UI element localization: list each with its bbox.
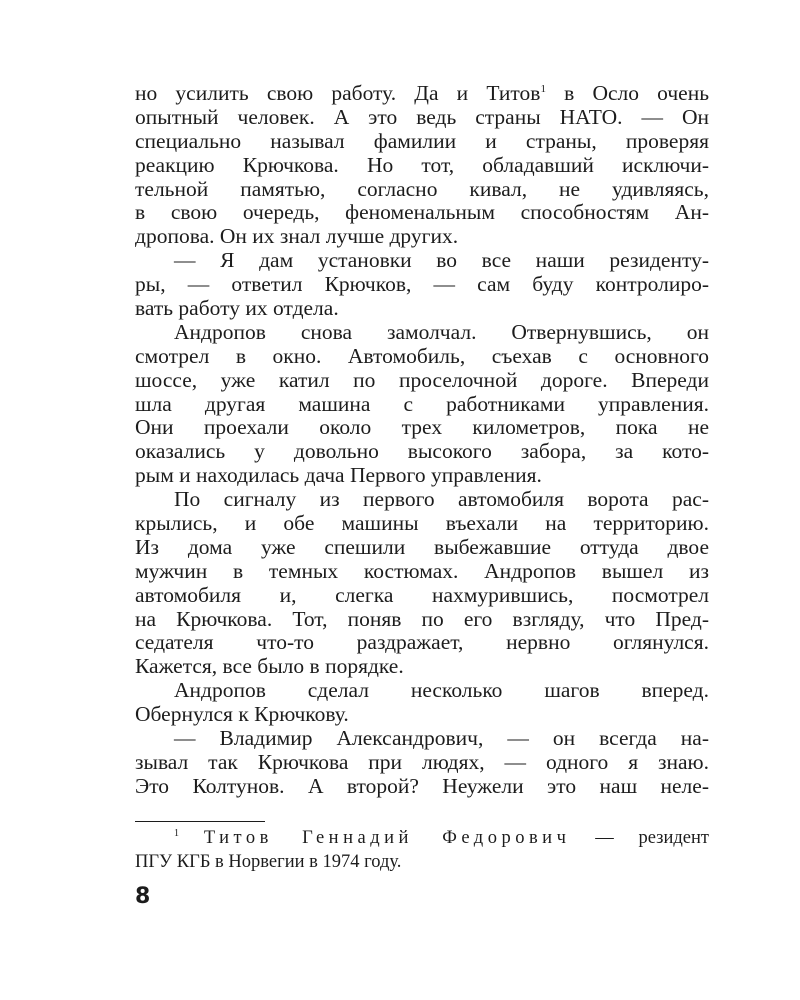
text-line: рым и находилась дача Первого управления. — [135, 463, 542, 488]
text-line: смотрел в окно. Автомобиль, съехав с основного — [135, 343, 709, 368]
text-line: реакцию Крючкова. Но тот, обладавший исключи- — [135, 152, 709, 177]
footnote-reference[interactable]: 1 — [540, 83, 546, 95]
footnote-divider — [135, 821, 265, 822]
text-line: крылись, и обе машины въехали на территорию. — [135, 511, 709, 536]
text-line: в свою очередь, феноменальным способностям Ан- — [135, 200, 709, 225]
text-line: Андропов снова замолчал. Отвернувшись, он — [174, 319, 709, 344]
text-line: Они проехали около трех километров, пока не — [135, 415, 709, 440]
text-line: Это Колтунов. А второй? Неужели это наш неле- — [135, 773, 709, 798]
paragraph-4 — [135, 488, 709, 679]
text-line: автомобиля и, слегка нахмурившись, посмотрел — [135, 582, 709, 607]
text-line: По сигналу из первого автомобиля ворота рас- — [174, 487, 709, 512]
text-line: — Я дам установки во все наши резиденту- — [174, 248, 709, 273]
footnote-line: $^1$ Титов Геннадий Федорович — резидент — [174, 828, 709, 848]
text-line: Обернулся к Крючкову. — [135, 702, 349, 727]
text-line: дропова. Он их знал лучше других. — [135, 224, 459, 249]
text-line: — Владимир Александрович, — он всегда на- — [174, 726, 709, 751]
paragraph-2 — [135, 249, 709, 321]
page-number: 8 — [135, 884, 151, 909]
text-line: седателя что-то раздражает, нервно оглянулся. — [135, 630, 709, 655]
text-line: шла другая машина с работниками управления. — [135, 391, 709, 416]
text-line: на Крючкова. Тот, поняв по его взгляду, что Пред- — [135, 606, 709, 631]
paragraph-6 — [135, 727, 709, 799]
text-line: оказались у довольно высокого забора, за кото- — [135, 439, 709, 464]
footnote — [135, 826, 709, 874]
text-line: шоссе, уже катил по проселочной дороге. Впереди — [135, 367, 709, 392]
text-line: Из дома уже спешили выбежавшие оттуда двое — [135, 534, 709, 559]
footnote-mark: 1 — [174, 828, 179, 839]
text-line: зывал так Крючкова при людях, — одного я знаю. — [135, 749, 709, 774]
paragraph-1 — [135, 82, 709, 249]
footnote-person-name: Титов Геннадий Федорович — [203, 828, 571, 848]
text-line: Кажется, все было в порядке. — [135, 654, 404, 679]
main-text — [135, 82, 709, 799]
paragraph-5 — [135, 679, 709, 727]
paragraph-3 — [135, 321, 709, 488]
text-line: тельной памятью, согласно кивал, не удивляясь, — [135, 176, 709, 201]
text-line: вать работу их отдела. — [135, 296, 339, 321]
text-line: специально называл фамилии и страны, проверяя — [135, 128, 709, 153]
text-line: мужчин в темных костюмах. Андропов вышел из — [135, 558, 709, 583]
text-line: Андропов сделал несколько шагов вперед. — [174, 678, 709, 703]
text-line: опытный человек. А это ведь страны НАТО. — Он — [135, 104, 709, 129]
text-line: ры, — ответил Крючков, — сам буду контролиро- — [135, 272, 709, 297]
text-line: но усилить свою работу. Да и Титов$^1$ в Осло очень — [135, 81, 710, 105]
footnote-line: ПГУ КГБ в Норвегии в 1974 году. — [135, 852, 402, 872]
